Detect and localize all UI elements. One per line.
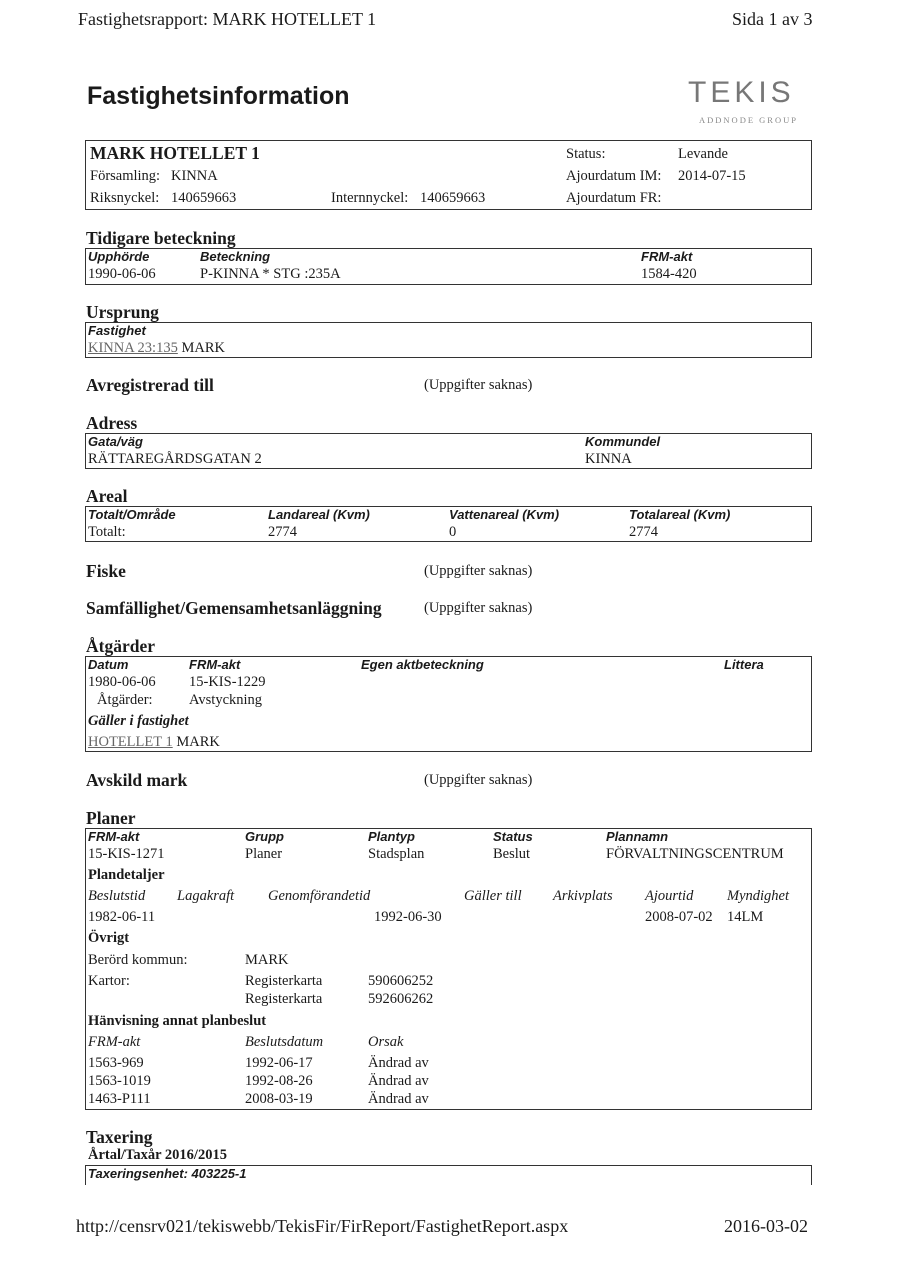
- hanvisning-label: Hänvisning annat planbeslut: [88, 1013, 267, 1029]
- th-galler-till: Gäller till: [464, 888, 522, 904]
- karta-nr: 592606262: [368, 991, 434, 1007]
- logo-subtitle: ADDNODE GROUP: [699, 115, 798, 125]
- hanvisning-frm-akt: 1463-P111: [88, 1091, 151, 1107]
- hanvisning-frm-akt: 1563-1019: [88, 1073, 151, 1089]
- section-title-areal: Areal: [86, 486, 128, 506]
- section-title-fiske: Fiske: [86, 561, 126, 581]
- ovrigt-label: Övrigt: [88, 930, 130, 946]
- page-number: Sida 1 av 3: [732, 9, 813, 29]
- plandetaljer-label: Plandetaljer: [88, 867, 165, 883]
- berord-kommun-label: Berörd kommun:: [88, 952, 188, 968]
- tidigare-frm-akt: 1584-420: [641, 266, 697, 282]
- internnyckel-value: 140659663: [420, 190, 486, 206]
- galler-i-fastighet-label: Gäller i fastighet: [88, 713, 189, 729]
- th-egen-aktbeteckning: Egen aktbeteckning: [361, 657, 484, 672]
- th-beslutsdatum: Beslutsdatum: [245, 1034, 324, 1050]
- th-littera: Littera: [724, 657, 764, 672]
- th-planer-frm-akt: FRM-akt: [88, 829, 140, 844]
- ajourdatum-fr-label: Ajourdatum FR:: [566, 190, 662, 206]
- ajourdatum-im-label: Ajourdatum IM:: [566, 168, 662, 184]
- samfallighet-value: (Uppgifter saknas): [424, 600, 533, 616]
- plan-ajourtid: 2008-07-02: [645, 909, 713, 925]
- th-grupp: Grupp: [245, 829, 284, 844]
- th-arkivplats: Arkivplats: [553, 888, 613, 904]
- avregistrerad-value: (Uppgifter saknas): [424, 377, 533, 393]
- section-title-samfallighet: Samfällighet/Gemensamhetsanläggning: [86, 598, 382, 618]
- berord-kommun-value: MARK: [245, 952, 289, 968]
- ajourdatum-im-value: 2014-07-15: [678, 168, 746, 184]
- hanvisning-beslutsdatum: 2008-03-19: [245, 1091, 313, 1107]
- areal-total: 2774: [629, 524, 658, 540]
- hanvisning-orsak: Ändrad av: [368, 1073, 429, 1089]
- areal-vatten: 0: [449, 524, 457, 540]
- hanvisning-orsak: Ändrad av: [368, 1091, 429, 1107]
- section-title-ursprung: Ursprung: [86, 302, 159, 322]
- status-value: Levande: [678, 146, 728, 162]
- th-vattenareal: Vattenareal (Kvm): [449, 507, 560, 522]
- plan-genomforandetid: 1992-06-30: [374, 909, 442, 925]
- galler-kommun: MARK: [176, 734, 220, 750]
- th-plannamn: Plannamn: [606, 829, 669, 844]
- tidigare-upphorde: 1990-06-06: [88, 266, 156, 282]
- th-totalareal: Totalareal (Kvm): [629, 507, 731, 522]
- internnyckel-label: Internnyckel:: [331, 190, 409, 206]
- karta-nr: 590606252: [368, 973, 434, 989]
- plan-status: Beslut: [493, 846, 531, 862]
- section-title-avregistrerad: Avregistrerad till: [86, 375, 214, 395]
- atgarder-datum: 1980-06-06: [88, 674, 156, 690]
- karta-typ: Registerkarta: [245, 973, 323, 989]
- th-atgarder-frm-akt: FRM-akt: [189, 657, 241, 672]
- th-beslutstid: Beslutstid: [88, 888, 146, 904]
- ursprung-kommun: MARK: [181, 340, 225, 356]
- th-gata: Gata/väg: [88, 434, 143, 449]
- atgarder-frm-akt: 15-KIS-1229: [189, 674, 266, 690]
- section-title-tidigare: Tidigare beteckning: [86, 228, 236, 248]
- hanvisning-orsak: Ändrad av: [368, 1055, 429, 1071]
- footer-date: 2016-03-02: [724, 1216, 808, 1236]
- galler-fastighet-link[interactable]: HOTELLET 1: [88, 734, 173, 750]
- hanvisning-beslutsdatum: 1992-08-26: [245, 1073, 313, 1089]
- tidigare-table: [85, 248, 812, 285]
- th-myndighet: Myndighet: [727, 888, 790, 904]
- planer-table: [85, 828, 812, 1110]
- th-upphorde: Upphörde: [88, 249, 150, 264]
- section-title-avskild: Avskild mark: [86, 770, 188, 790]
- taxeringsenhet: Taxeringsenhet: 403225-1: [88, 1166, 247, 1181]
- th-beteckning: Beteckning: [200, 249, 271, 264]
- hanvisning-frm-akt: 1563-969: [88, 1055, 144, 1071]
- plan-grupp: Planer: [245, 846, 283, 862]
- th-orsak: Orsak: [368, 1034, 404, 1050]
- kartor-label: Kartor:: [88, 973, 130, 989]
- th-lagakraft: Lagakraft: [177, 888, 235, 904]
- property-name: MARK HOTELLET 1: [90, 143, 260, 163]
- th-status: Status: [493, 829, 533, 844]
- th-datum: Datum: [88, 657, 129, 672]
- section-title-atgarder: Åtgärder: [86, 636, 156, 656]
- tekis-logo: TEKIS: [688, 76, 795, 109]
- th-totalt-omrade: Totalt/Område: [88, 507, 176, 522]
- riksnyckel-value: 140659663: [171, 190, 237, 206]
- adress-kommundel: KINNA: [585, 451, 632, 467]
- th-hanvisning-frm-akt: FRM-akt: [88, 1034, 141, 1050]
- section-title-planer: Planer: [86, 808, 136, 828]
- fiske-value: (Uppgifter saknas): [424, 563, 533, 579]
- tidigare-beteckning: P-KINNA * STG :235A: [200, 266, 341, 282]
- forsamling-value: KINNA: [171, 168, 218, 184]
- th-frm-akt: FRM-akt: [641, 249, 693, 264]
- forsamling-label: Församling:: [90, 168, 161, 184]
- avskild-value: (Uppgifter saknas): [424, 772, 533, 788]
- areal-land: 2774: [268, 524, 297, 540]
- page-title: Fastighetsinformation: [87, 82, 350, 110]
- report-header-title: Fastighetsrapport: MARK HOTELLET 1: [78, 9, 377, 29]
- hanvisning-beslutsdatum: 1992-06-17: [245, 1055, 313, 1071]
- th-genomforandetid: Genomförandetid: [268, 888, 371, 904]
- areal-totalt: Totalt:: [88, 524, 126, 540]
- plan-myndighet: 14LM: [727, 909, 764, 925]
- ursprung-fastighet-link[interactable]: KINNA 23:135: [88, 340, 178, 356]
- section-title-taxering: Taxering: [86, 1127, 153, 1147]
- atgard-label: Åtgärder:: [97, 692, 153, 708]
- th-kommundel: Kommundel: [585, 434, 661, 449]
- th-ajourtid: Ajourtid: [645, 888, 694, 904]
- section-title-adress: Adress: [86, 413, 138, 433]
- th-landareal: Landareal (Kvm): [268, 507, 370, 522]
- plan-plantyp: Stadsplan: [368, 846, 425, 862]
- plan-frm-akt: 15-KIS-1271: [88, 846, 165, 862]
- th-plantyp: Plantyp: [368, 829, 415, 844]
- plan-plannamn: FÖRVALTNINGSCENTRUM: [606, 846, 784, 862]
- adress-gata: RÄTTAREGÅRDSGATAN 2: [88, 451, 262, 467]
- karta-typ: Registerkarta: [245, 991, 323, 1007]
- status-label: Status:: [566, 146, 606, 162]
- taxering-artal: Årtal/Taxår 2016/2015: [88, 1147, 227, 1163]
- plan-beslutstid: 1982-06-11: [88, 909, 156, 925]
- th-fastighet: Fastighet: [88, 323, 146, 338]
- footer-url: http://censrv021/tekiswebb/TekisFir/FirReport/FastighetReport.aspx: [76, 1216, 569, 1236]
- atgard-value: Avstyckning: [189, 692, 263, 708]
- riksnyckel-label: Riksnyckel:: [90, 190, 160, 206]
